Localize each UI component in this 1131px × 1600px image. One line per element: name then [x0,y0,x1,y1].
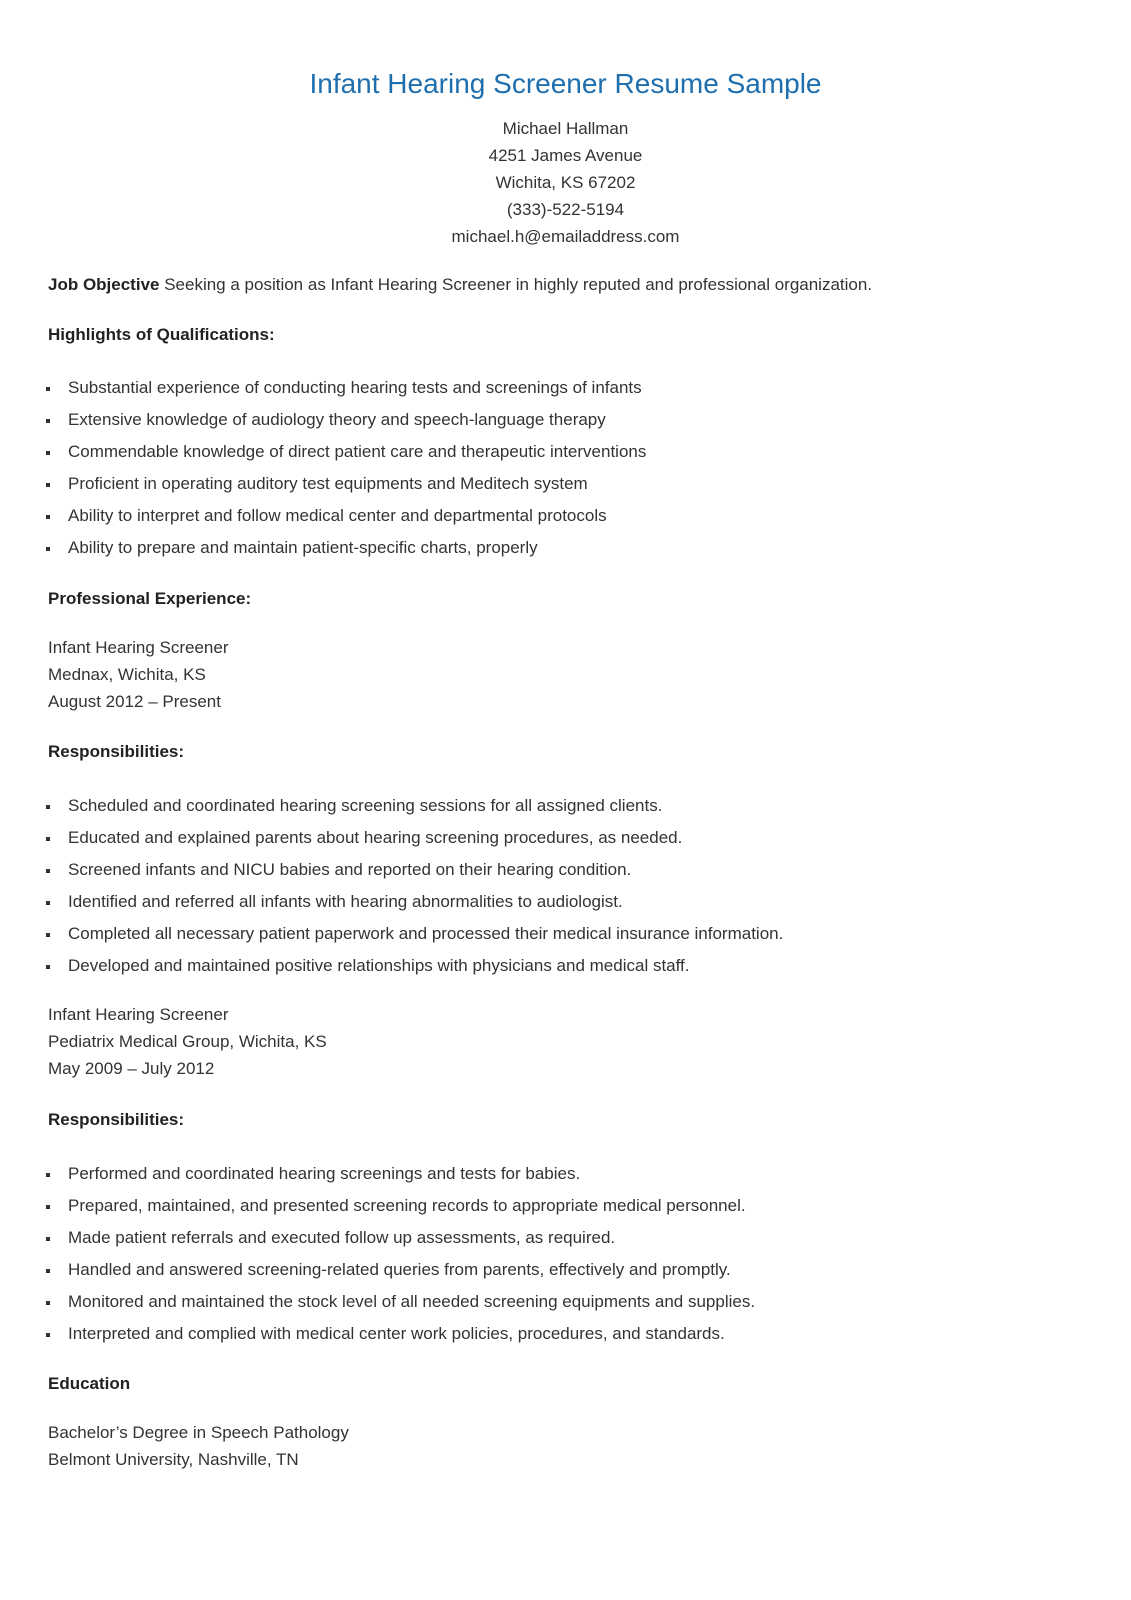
responsibilities-heading: Responsibilities: [48,742,185,761]
list-item: Made patient referrals and executed follow up assessments, as required. [48,1227,1088,1259]
education-degree: Bachelor’s Degree in Speech Pathology [48,1423,349,1442]
contact-address: 4251 James Avenue [488,146,643,165]
list-item: Ability to interpret and follow medical center and departmental protocols [48,505,1088,537]
list-item: Developed and maintained positive relationships with physicians and medical staff. [48,955,1088,987]
job-objective-text: Seeking a position as Infant Hearing Screener in highly reputed and professional organization. [159,275,873,294]
list-item: Commendable knowledge of direct patient care and therapeutic interventions [48,441,1088,473]
highlights-heading: Highlights of Qualifications: [48,325,275,344]
list-item: Educated and explained parents about hearing screening procedures, as needed. [48,827,1088,859]
education-info [48,1419,349,1473]
job-title: Infant Hearing Screener [48,1005,229,1024]
responsibilities-heading: Responsibilities: [48,1110,185,1129]
job-objective-label: Job Objective [48,275,160,294]
job-dates: May 2009 – July 2012 [48,1059,215,1078]
list-item: Screened infants and NICU babies and reported on their hearing condition. [48,859,1088,891]
list-item: Ability to prepare and maintain patient-specific charts, properly [48,537,1088,569]
experience-heading: Professional Experience: [48,589,252,608]
highlights-list [48,377,1088,569]
contact-phone: (333)-522-5194 [506,200,625,219]
list-item: Handled and answered screening-related queries from parents, effectively and promptly. [48,1259,1088,1291]
list-item: Proficient in operating auditory test equipments and Meditech system [48,473,1088,505]
page-title: Infant Hearing Screener Resume Sample [309,68,822,99]
education-school: Belmont University, Nashville, TN [48,1450,299,1469]
contact-city: Wichita, KS 67202 [495,173,636,192]
list-item: Completed all necessary patient paperwork and processed their medical insurance information. [48,923,1088,955]
job-1-responsibilities [48,795,1088,987]
job-2-info [48,1001,327,1082]
job-2-responsibilities [48,1163,1088,1355]
job-company: Pediatrix Medical Group, Wichita, KS [48,1032,327,1051]
list-item: Extensive knowledge of audiology theory and speech-language therapy [48,409,1088,441]
list-item: Identified and referred all infants with hearing abnormalities to audiologist. [48,891,1088,923]
list-item: Scheduled and coordinated hearing screening sessions for all assigned clients. [48,795,1088,827]
list-item: Substantial experience of conducting hearing tests and screenings of infants [48,377,1088,409]
list-item: Interpreted and complied with medical center work policies, procedures, and standards. [48,1323,1088,1355]
education-heading: Education [48,1374,131,1393]
list-item: Prepared, maintained, and presented screening records to appropriate medical personnel. [48,1195,1088,1227]
contact-email: michael.h@emailaddress.com [451,227,680,246]
list-item: Performed and coordinated hearing screenings and tests for babies. [48,1163,1088,1195]
job-1-info [48,634,229,715]
job-company: Mednax, Wichita, KS [48,665,206,684]
job-objective [48,274,1088,296]
job-dates: August 2012 – Present [48,692,221,711]
list-item: Monitored and maintained the stock level of all needed screening equipments and supplies. [48,1291,1088,1323]
contact-block [0,115,1131,250]
contact-name: Michael Hallman [502,119,629,138]
job-title: Infant Hearing Screener [48,638,229,657]
